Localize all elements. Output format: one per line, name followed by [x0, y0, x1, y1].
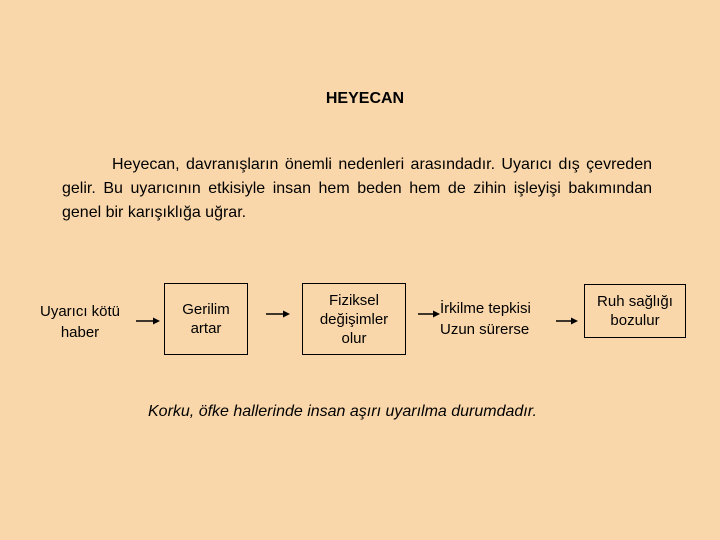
flow-arrow-3	[418, 309, 440, 319]
flow-step-mental-health	[584, 284, 686, 338]
page-title: HEYECAN	[325, 90, 405, 107]
flow-step-stimulus-line1: Uyarıcı kötü	[39, 303, 121, 320]
flow-step-startle-line2: Uzun sürerse	[440, 321, 530, 338]
closing-note: Korku, öfke hallerinde insan aşırı uyarılma durumdadır.	[148, 403, 537, 420]
flow-step-startle	[440, 298, 560, 340]
flow-step-stimulus	[28, 301, 132, 343]
flow-arrow-2	[266, 309, 290, 319]
flow-step-tension-line1: Gerilim	[182, 301, 230, 318]
flow-step-tension-line2: artar	[190, 320, 222, 337]
flow-step-physical-line2: değişimler	[319, 310, 389, 328]
flow-step-tension	[164, 283, 248, 355]
intro-paragraph: Heyecan, davranışların önemli nedenleri arasındadır. Uyarıcı dış çevreden gelir. Bu uyarıcının etkisiyle insan hem beden hem de zihin işleyişi bakımından genel bir karışıklığa uğrar.	[62, 156, 652, 221]
flow-step-physical-changes	[302, 283, 406, 355]
flow-step-physical-line3: olur	[341, 329, 367, 347]
flow-step-mental-line2: bozulur	[610, 312, 660, 329]
flow-arrow-1	[136, 316, 160, 326]
flow-step-startle-line1: İrkilme tepkisi	[440, 300, 531, 317]
flow-arrow-4	[556, 316, 578, 326]
flow-step-mental-line1: Ruh sağlığı	[597, 293, 673, 310]
flow-step-stimulus-line2: haber	[60, 324, 100, 341]
flow-step-physical-line1: Fiziksel	[328, 291, 379, 309]
